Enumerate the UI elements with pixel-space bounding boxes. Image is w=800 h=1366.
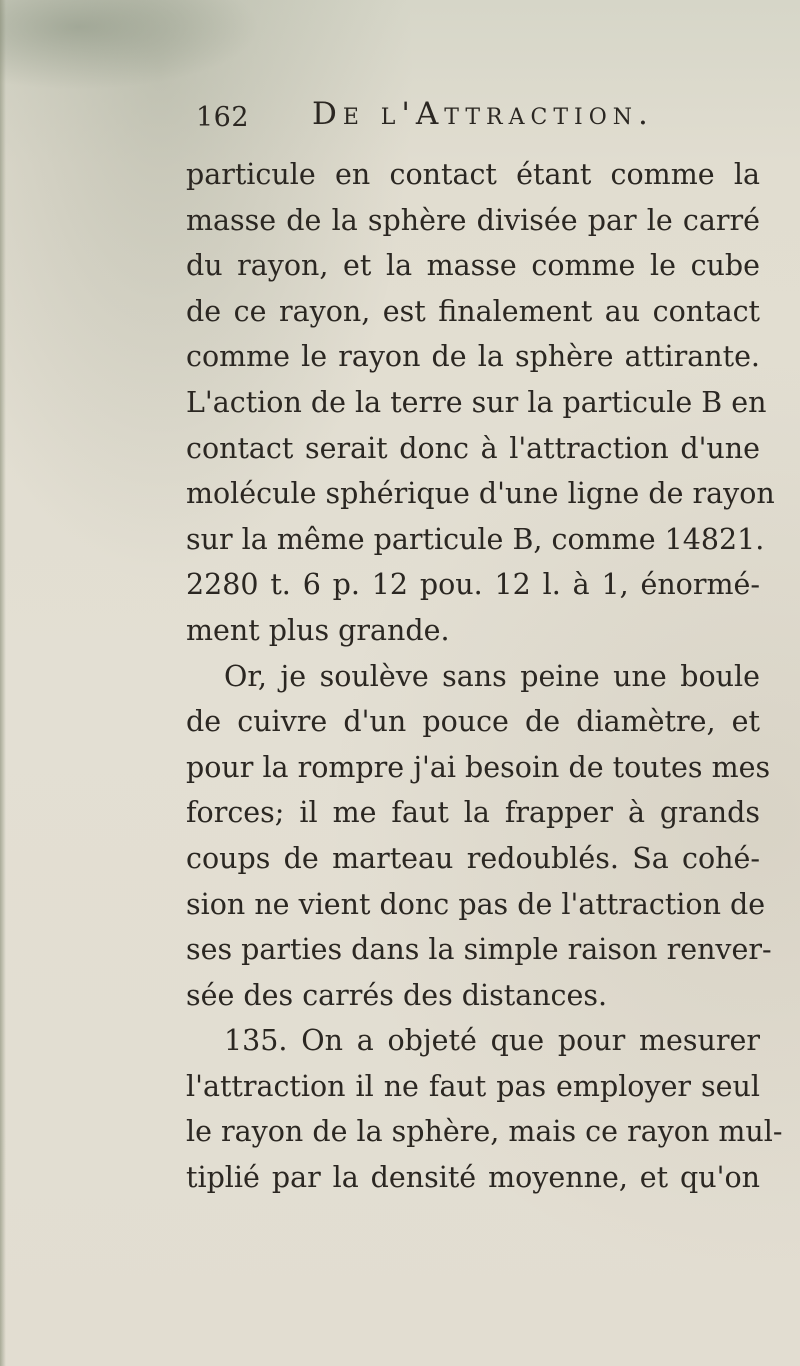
body-text — [186, 152, 783, 1201]
text-line: le rayon de la sphère, mais ce rayon mul- — [186, 1115, 783, 1149]
corner-stain — [0, 0, 260, 90]
page-header — [196, 96, 756, 146]
running-title: De l'Attraction. — [312, 96, 654, 132]
paragraph-start-line: Or, je soulève sans peine une boule — [224, 659, 760, 693]
text-line: ment plus grande. — [186, 613, 450, 647]
text-line: du rayon, et la masse comme le cube — [186, 249, 760, 283]
text-line: comme le rayon de la sphère attirante. — [186, 340, 760, 374]
text-line: de ce rayon, est finalement au contact — [186, 294, 760, 328]
text-line: contact serait donc à l'attraction d'une — [186, 431, 760, 465]
text-line: tiplié par la densité moyenne, et qu'on — [186, 1161, 760, 1195]
text-line: sur la même particule B, comme 14821. — [186, 522, 765, 556]
text-line: ses parties dans la simple raison renver- — [186, 933, 772, 967]
text-line: l'attraction il ne faut pas employer seul — [186, 1069, 760, 1103]
page-edge — [0, 0, 6, 1366]
text-line: 2280 t. 6 p. 12 pou. 12 l. à 1, énormé- — [186, 568, 760, 602]
text-line: L'action de la terre sur la particule B en — [186, 385, 767, 419]
text-line: pour la rompre j'ai besoin de toutes mes — [186, 750, 771, 784]
text-line: coups de marteau redoublés. Sa cohé- — [186, 841, 760, 875]
page-number: 162 — [196, 102, 250, 133]
paragraph-start-line: 135. On a objeté que pour mesurer — [224, 1024, 760, 1058]
text-line: forces; il me faut la frapper à grands — [186, 796, 760, 830]
text-line: molécule sphérique d'une ligne de rayon — [186, 477, 775, 511]
text-line: masse de la sphère divisée par le carré — [186, 203, 760, 237]
text-line: particule en contact étant comme la — [186, 158, 760, 191]
text-line: sion ne vient donc pas de l'attraction de — [186, 887, 766, 921]
text-line: de cuivre d'un pouce de diamètre, et — [186, 705, 760, 739]
text-line: sée des carrés des distances. — [186, 978, 608, 1012]
